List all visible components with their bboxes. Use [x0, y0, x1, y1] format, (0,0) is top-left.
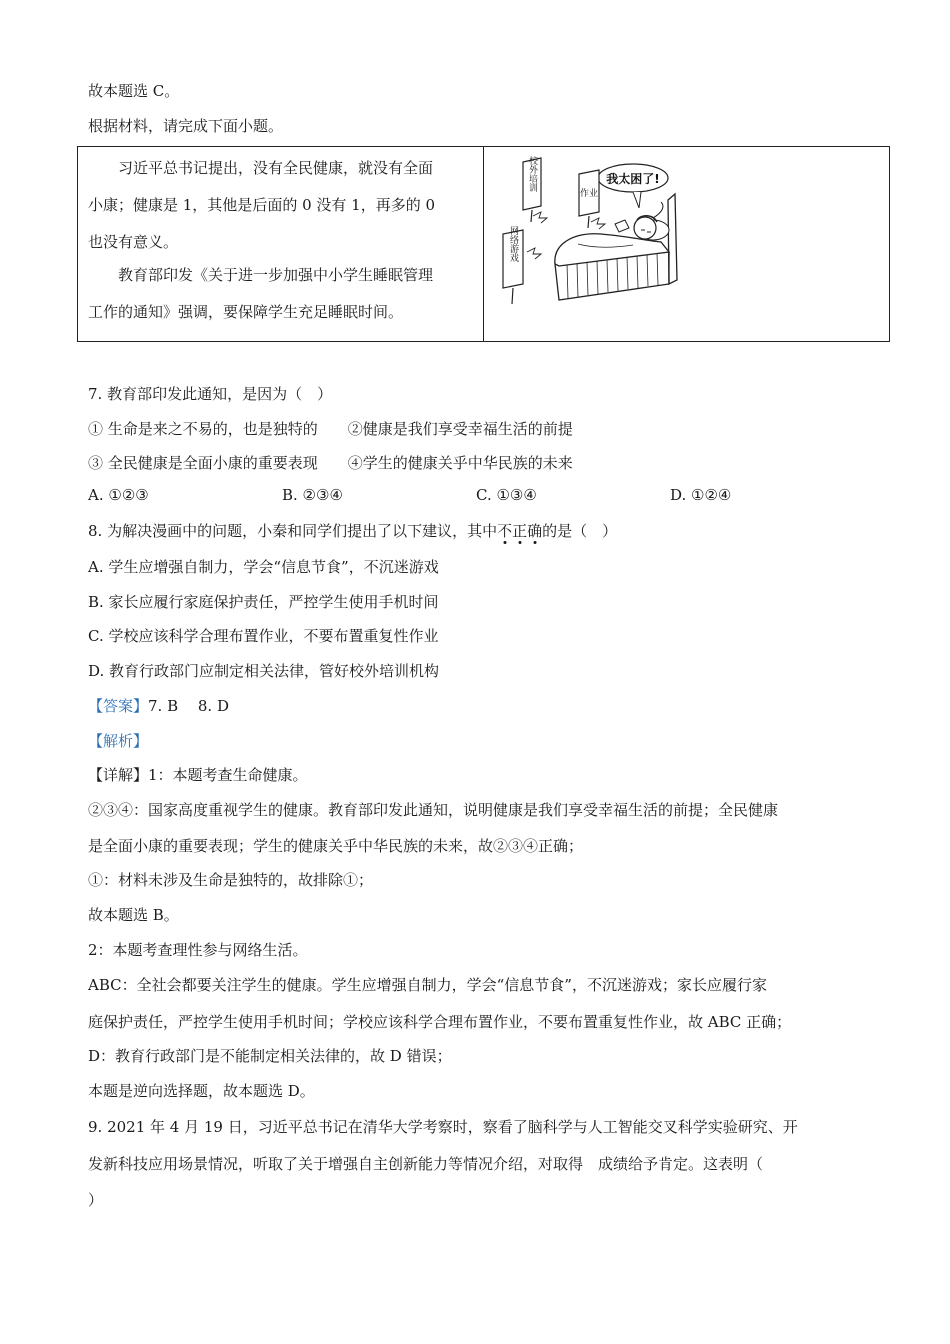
answer-text: 7. B 8. D [148, 697, 229, 715]
q8-option-d[interactable]: D. 教育行政部门应制定相关法律，管好校外培训机构 [88, 662, 440, 680]
q8-stem-end: 的是（ ） [542, 522, 618, 540]
analysis-line: 故本题选 B。 [88, 906, 179, 924]
answer-line [88, 696, 229, 716]
q8-option-c[interactable]: C. 学校应该科学合理布置作业，不要布置重复性作业 [88, 627, 439, 645]
q8-option-b[interactable]: B. 家长应履行家庭保护责任，严控学生使用手机时间 [88, 593, 439, 611]
analysis-line: 本题是逆向选择题，故本题选 D。 [88, 1082, 315, 1100]
q8-stem-text: 8. 为解决漫画中的问题，小秦和同学们提出了以下建议，其中 [88, 522, 498, 540]
analysis-line: 是全面小康的重要表现；学生的健康关乎中华民族的未来，故②③④正确； [88, 837, 584, 855]
material-line: 教育部印发《关于进一步加强中小学生睡眠管理 [118, 266, 434, 284]
q7-option-a[interactable]: A. ①②③ [88, 486, 149, 504]
q7-option-d[interactable]: D. ①②④ [670, 486, 732, 504]
material-line: 小康；健康是 1，其他是后面的 0 没有 1，再多的 0 [88, 196, 436, 214]
cartoon-sleepy-student [493, 152, 687, 312]
analysis-line: 【详解】1：本题考查生命健康。 [88, 766, 308, 784]
material-line: 工作的通知》强调，要保障学生充足睡眠时间。 [88, 303, 404, 321]
analysis-line: D：教育行政部门是不能制定相关法律的，故 D 错误； [88, 1047, 452, 1065]
q9-line: 发新科技应用场景情况，听取了关于增强自主创新能力等情况介绍，对取得 成绩给予肯定。这表明（ [88, 1155, 764, 1173]
material-intro: 根据材料，请完成下面小题。 [88, 117, 284, 135]
analysis-line: ABC：全社会都要关注学生的健康。学生应增强自制力，学会“信息节食”，不沉迷游戏；家长应履行家 [88, 976, 767, 994]
q8-stem [88, 521, 617, 541]
q7-statement: ③ 全民健康是全面小康的重要表现 ④学生的健康关乎中华民族的未来 [88, 454, 573, 472]
material-line: 也没有意义。 [88, 233, 179, 251]
q9-line: ） [88, 1191, 104, 1209]
sign-homework: 作业 [579, 189, 599, 199]
analysis-line: ②③④：国家高度重视学生的健康。教育部印发此通知，说明健康是我们享受幸福生活的前提；全民健康 [88, 801, 779, 819]
analysis-line: 2：本题考查理性参与网络生活。 [88, 941, 308, 959]
material-line: 习近平总书记提出，没有全民健康，就没有全面 [118, 159, 434, 177]
q8-option-a[interactable]: A. 学生应增强自制力，学会“信息节食”，不沉迷游戏 [88, 558, 439, 576]
q7-statement: ① 生命是来之不易的，也是独特的 ②健康是我们享受幸福生活的前提 [88, 420, 573, 438]
prev-conclusion: 故本题选 C。 [88, 82, 180, 100]
q7-option-c[interactable]: C. ①③④ [476, 486, 537, 504]
q7-options [88, 486, 788, 506]
sign-games: 网络游戏 [508, 226, 518, 262]
q7-stem: 7. 教育部印发此通知，是因为（ ） [88, 385, 333, 403]
sign-extracurricular: 校外培训 [527, 156, 537, 192]
analysis-line: 庭保护责任，严控学生使用手机时间；学校应该科学合理布置作业，不要布置重复性作业，故 ABC 正确； [88, 1013, 792, 1031]
q8-emphasis-char: 不 [497, 522, 512, 540]
answer-tag: 【答案】 [88, 697, 149, 715]
analysis-tag: 【解析】 [88, 732, 149, 750]
q9-line: 9. 2021 年 4 月 19 日，习近平总书记在清华大学考察时，察看了脑科学与人工智能交叉科学实验研究、开 [88, 1118, 798, 1136]
analysis-line: ①：材料未涉及生命是独特的，故排除①； [88, 871, 374, 889]
q8-emphasis-char: 正 [512, 522, 527, 540]
q8-emphasis-char: 确 [527, 522, 542, 540]
q7-option-b[interactable]: B. ②③④ [282, 486, 343, 504]
cartoon-speech: 我太困了! [606, 172, 660, 186]
